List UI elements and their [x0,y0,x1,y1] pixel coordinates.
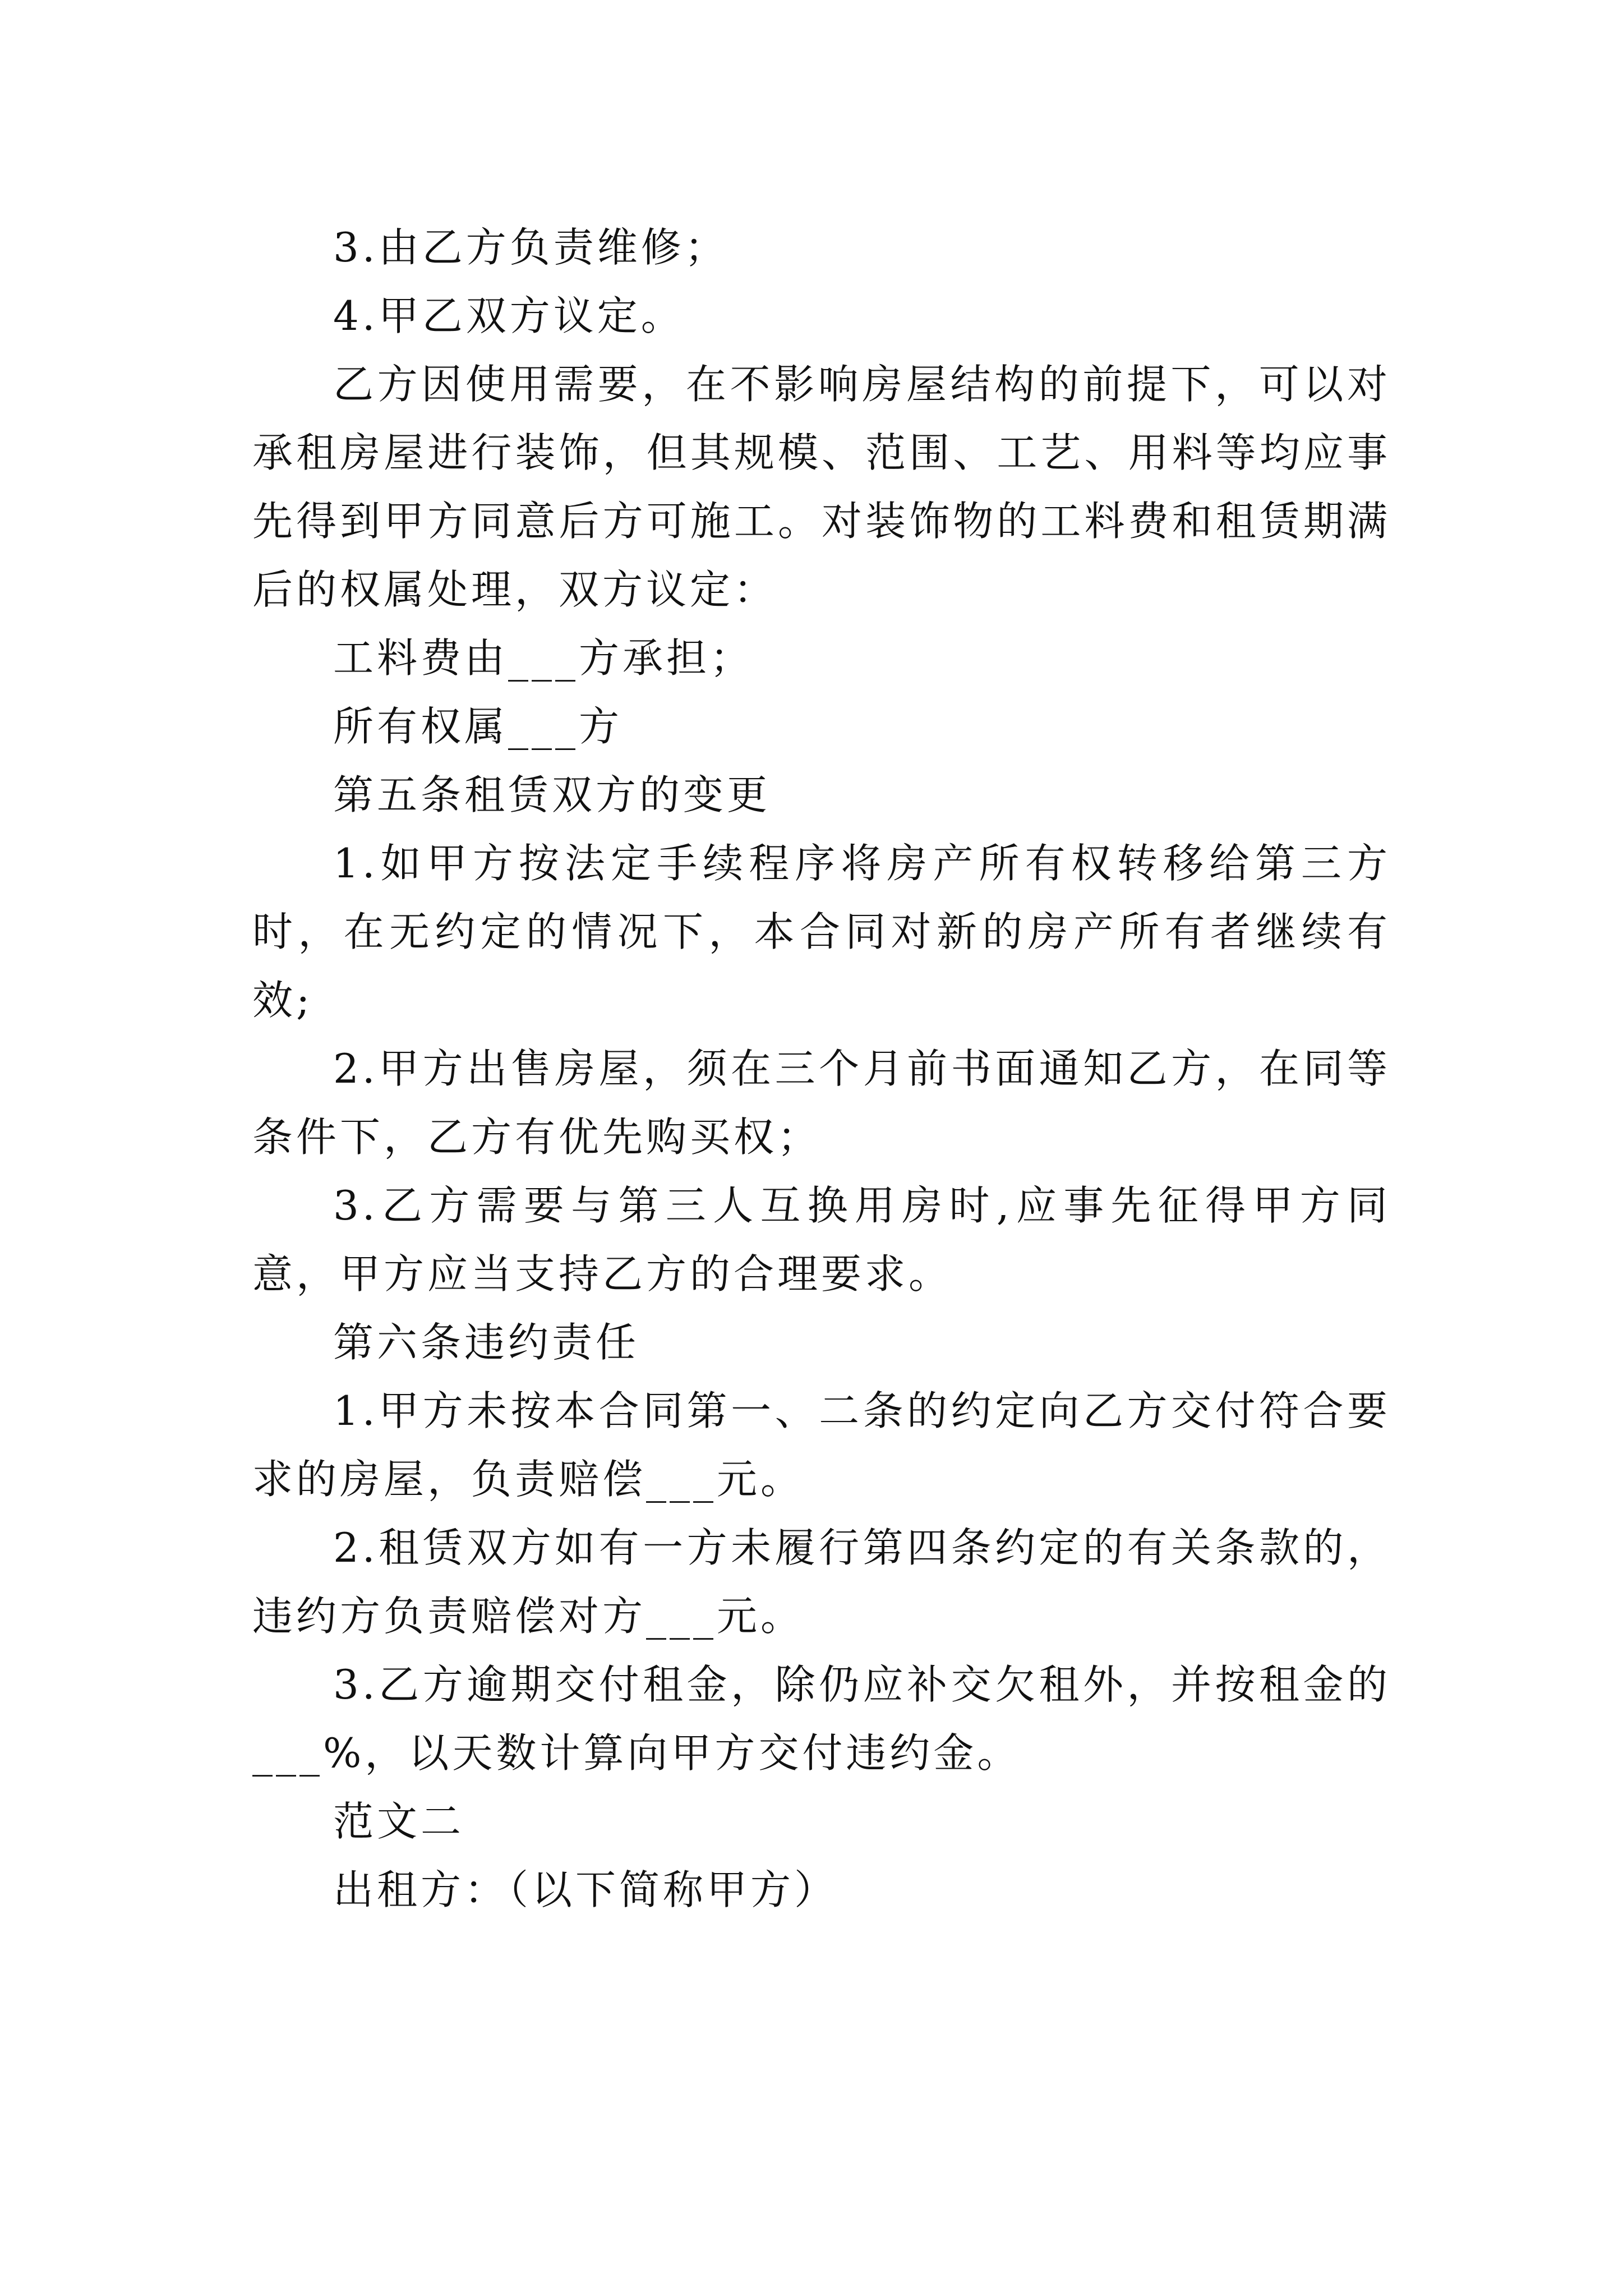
lessor-line: 出租方：（以下简称甲方） [333,1866,838,1913]
section-heading-liability: 第六条违约责任 [333,1319,640,1366]
sample-heading: 范文二 [333,1798,465,1845]
section-heading-changes: 第五条租赁双方的变更 [333,771,771,818]
clause-repair-agreed: 4.甲乙双方议定。 [333,292,685,339]
clause-decoration: 乙方因使用需要，在不影响房屋结构的前提下，可以对承租房屋进行装饰，但其规模、范围、工艺、用料等均应事先得到甲方同意后方可施工。对装饰物的工料费和租赁期满后的权属处理，双方议定： [252,361,1391,613]
clause-exchange: 3.乙方需要与第三人互换用房时,应事先征得甲方同意，甲方应当支持乙方的合理要求。 [252,1182,1391,1297]
clause-material-cost: 工料费由___方承担； [333,634,754,682]
clause-liability-breach: 2.租赁双方如有一方未履行第四条约定的有关条款的，违约方负责赔偿对方___元。 [252,1524,1391,1640]
clause-liability-landlord: 1.甲方未按本合同第一、二条的约定向乙方交付符合要求的房屋，负责赔偿___元。 [252,1387,1391,1503]
clause-sale-notice: 2.甲方出售房屋，须在三个月前书面通知乙方，在同等条件下，乙方有优先购买权； [252,1045,1391,1161]
clause-transfer: 1.如甲方按法定手续程序将房产所有权转移给第三方时，在无约定的情况下，本合同对新的房产所有者继续有效; [252,840,1391,1024]
clause-repair-tenant: 3.由乙方负责维修； [333,224,728,271]
clause-late-rent: 3.乙方逾期交付租金，除仍应补交欠租外，并按租金的___%，以天数计算向甲方交付违约金。 [252,1661,1391,1777]
clause-ownership: 所有权属___方 [333,703,623,750]
document-body [252,213,1391,1924]
